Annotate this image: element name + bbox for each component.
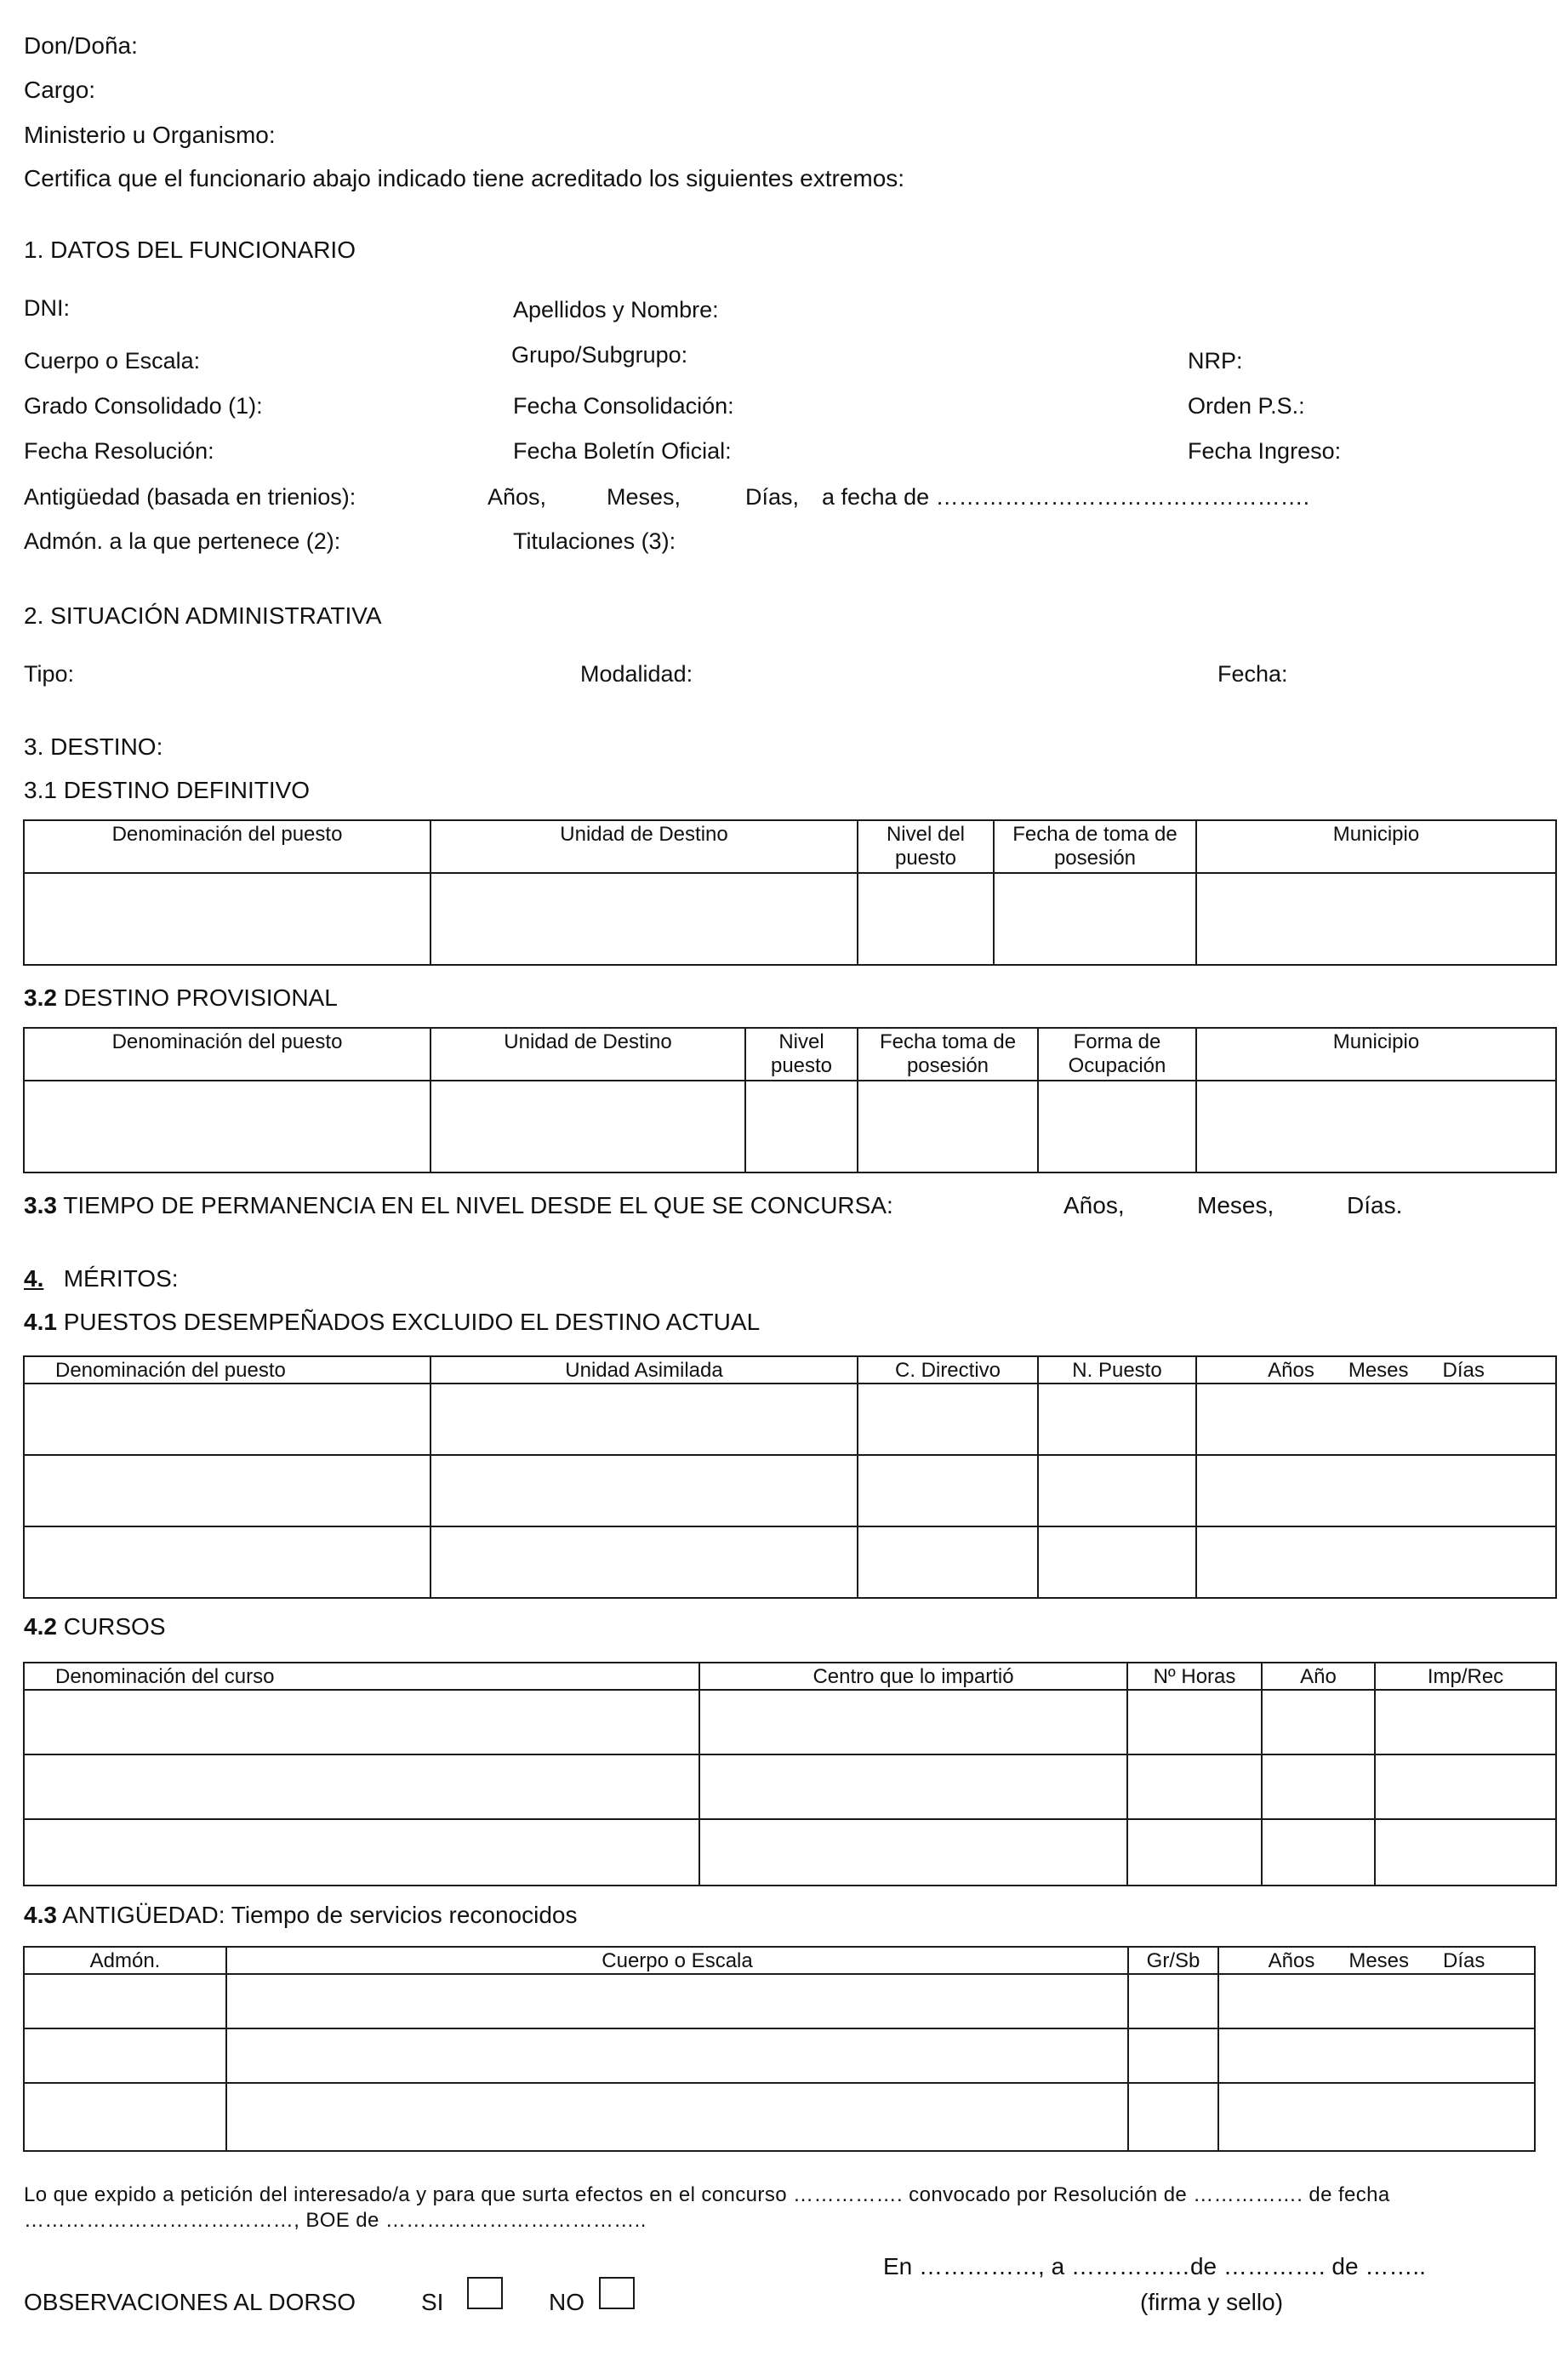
- observaciones-label: OBSERVACIONES AL DORSO: [24, 2289, 356, 2315]
- table-row: [24, 1974, 1535, 2028]
- col-n-puesto: N. Puesto: [1038, 1356, 1196, 1384]
- cell-input[interactable]: [24, 1455, 430, 1526]
- table-row: [24, 1455, 1556, 1526]
- titulaciones-label: Titulaciones (3):: [513, 528, 676, 554]
- cell-input[interactable]: [1196, 1384, 1556, 1455]
- table-header-row: [24, 1356, 1556, 1384]
- grupo-subgrupo-label: Grupo/Subgrupo:: [511, 342, 688, 368]
- cell-input[interactable]: [1038, 1081, 1196, 1172]
- section-4-1-title: 4.1 PUESTOS DESEMPEÑADOS EXCLUIDO EL DESTINO ACTUAL: [24, 1309, 761, 1335]
- col-denominacion-puesto: Denominación del puesto: [24, 820, 430, 873]
- cell-input[interactable]: [1128, 2083, 1218, 2151]
- cell-input[interactable]: [1127, 1819, 1262, 1886]
- cuerpo-escala-label: Cuerpo o Escala:: [24, 348, 201, 374]
- table-row: [24, 1754, 1556, 1819]
- cell-input[interactable]: [699, 1754, 1127, 1819]
- ministerio-label: Ministerio u Organismo:: [24, 122, 276, 148]
- si-checkbox[interactable]: [467, 2277, 503, 2309]
- section-3-1-title: 3.1 DESTINO DEFINITIVO: [24, 777, 311, 803]
- cell-input[interactable]: [858, 873, 994, 965]
- antiguedad-anos: Años,: [488, 484, 547, 510]
- modalidad-label: Modalidad:: [580, 661, 693, 687]
- col-n-horas: Nº Horas: [1127, 1663, 1262, 1690]
- expido-text-line-1: Lo que expido a petición del interesado/a y para que surta efectos en el concurso ……………. convocado por Resolución de ……………. de fecha: [24, 2183, 1390, 2206]
- col-imp-rec: Imp/Rec: [1375, 1663, 1556, 1690]
- col-cuerpo-escala: Cuerpo o Escala: [226, 1947, 1128, 1974]
- admon-pertenece-label: Admón. a la que pertenece (2):: [24, 528, 341, 554]
- cell-input[interactable]: [24, 1754, 699, 1819]
- antiguedad-table: [23, 1946, 1536, 2152]
- cell-input[interactable]: [1218, 2083, 1535, 2151]
- cell-input[interactable]: [994, 873, 1196, 965]
- a-fecha-de: a fecha de ………………………………………….: [822, 484, 1310, 510]
- fecha-ingreso-label: Fecha Ingreso:: [1188, 438, 1342, 464]
- cell-input[interactable]: [24, 2028, 226, 2083]
- col-fecha-toma-posesion: Fecha toma de posesión: [858, 1028, 1038, 1081]
- cell-input[interactable]: [1375, 1754, 1556, 1819]
- cell-input[interactable]: [24, 2083, 226, 2151]
- col-municipio: Municipio: [1196, 1028, 1556, 1081]
- col-unidad-destino: Unidad de Destino: [430, 1028, 745, 1081]
- cursos-table: [23, 1662, 1557, 1886]
- col-centro-impartio: Centro que lo impartió: [699, 1663, 1127, 1690]
- cell-input[interactable]: [430, 1526, 858, 1598]
- cell-input[interactable]: [699, 1819, 1127, 1886]
- destino-provisional-table: [23, 1027, 1557, 1173]
- apellidos-label: Apellidos y Nombre:: [513, 297, 719, 322]
- table-row: [24, 873, 1556, 965]
- cell-input[interactable]: [24, 873, 430, 965]
- antiguedad-dias: Días,: [745, 484, 800, 510]
- col-unidad-destino: Unidad de Destino: [430, 820, 858, 873]
- table-row: [24, 2083, 1535, 2151]
- fecha-resolucion-label: Fecha Resolución:: [24, 438, 214, 464]
- col-c-directivo: C. Directivo: [858, 1356, 1038, 1384]
- table-header-row: [24, 1663, 1556, 1690]
- cell-input[interactable]: [1128, 2028, 1218, 2083]
- expido-text-line-2: …………………………………, BOE de ………………………………..: [24, 2209, 647, 2232]
- don-dona-label: Don/Doña:: [24, 32, 138, 59]
- antiguedad-meses: Meses,: [607, 484, 681, 510]
- cell-input[interactable]: [226, 2028, 1128, 2083]
- cell-input[interactable]: [24, 1974, 226, 2028]
- section-4-title: 4. MÉRITOS:: [24, 1265, 179, 1292]
- cell-input[interactable]: [1196, 873, 1556, 965]
- cell-input[interactable]: [1038, 1455, 1196, 1526]
- dni-label: DNI:: [24, 295, 70, 321]
- table-row: [24, 1526, 1556, 1598]
- cell-input[interactable]: [858, 1526, 1038, 1598]
- cargo-label: Cargo:: [24, 77, 96, 103]
- destino-definitivo-table: [23, 819, 1557, 966]
- cell-input[interactable]: [430, 1455, 858, 1526]
- permanencia-meses: Meses,: [1197, 1192, 1274, 1218]
- fecha-consolidacion-label: Fecha Consolidación:: [513, 393, 734, 419]
- section-4-3-title: 4.3 ANTIGÜEDAD: Tiempo de servicios reconocidos: [24, 1902, 578, 1928]
- col-unidad-asimilada: Unidad Asimilada: [430, 1356, 858, 1384]
- section-4-2-title: 4.2 CURSOS: [24, 1613, 166, 1640]
- table-header-row: [24, 820, 1556, 873]
- certifica-text: Certifica que el funcionario abajo indicado tiene acreditado los siguientes extremos:: [24, 165, 905, 191]
- section-3-3-title: 3.3 TIEMPO DE PERMANENCIA EN EL NIVEL DESDE EL QUE SE CONCURSA:: [24, 1192, 893, 1218]
- permanencia-anos: Años,: [1063, 1192, 1125, 1218]
- fecha-situacion-label: Fecha:: [1217, 661, 1288, 687]
- cell-input[interactable]: [24, 1081, 430, 1172]
- cell-input[interactable]: [430, 1081, 745, 1172]
- table-row: [24, 1690, 1556, 1754]
- cell-input[interactable]: [1196, 1455, 1556, 1526]
- cell-input[interactable]: [1218, 2028, 1535, 2083]
- col-gr-sb: Gr/Sb: [1128, 1947, 1218, 1974]
- col-ano: Año: [1262, 1663, 1375, 1690]
- cell-input[interactable]: [1218, 1974, 1535, 2028]
- cell-input[interactable]: [745, 1081, 858, 1172]
- cell-input[interactable]: [24, 1819, 699, 1886]
- col-anos-meses-dias: Años Meses Días: [1196, 1356, 1556, 1384]
- cell-input[interactable]: [699, 1690, 1127, 1754]
- cell-input[interactable]: [858, 1081, 1038, 1172]
- cell-input[interactable]: [1038, 1384, 1196, 1455]
- col-anos-meses-dias: Años Meses Días: [1218, 1947, 1535, 1974]
- cell-input[interactable]: [1196, 1526, 1556, 1598]
- section-3-2-title: 3.2 DESTINO PROVISIONAL: [24, 984, 338, 1011]
- nrp-label: NRP:: [1188, 348, 1243, 374]
- cell-input[interactable]: [1262, 1819, 1375, 1886]
- fecha-boletin-label: Fecha Boletín Oficial:: [513, 438, 732, 464]
- table-row: [24, 1081, 1556, 1172]
- grado-consolidado-label: Grado Consolidado (1):: [24, 393, 263, 419]
- firma-sello-label: (firma y sello): [1140, 2289, 1284, 2315]
- permanencia-dias: Días.: [1347, 1192, 1403, 1218]
- section-1-title: 1. DATOS DEL FUNCIONARIO: [24, 237, 356, 263]
- no-checkbox[interactable]: [599, 2277, 635, 2309]
- orden-ps-label: Orden P.S.:: [1188, 393, 1305, 419]
- antiguedad-label: Antigüedad (basada en trienios):: [24, 484, 356, 510]
- col-denominacion-puesto: Denominación del puesto: [24, 1028, 430, 1081]
- col-fecha-toma-posesion: Fecha de toma de posesión: [994, 820, 1196, 873]
- col-forma-ocupacion: Forma de Ocupación: [1038, 1028, 1196, 1081]
- table-header-row: [24, 1947, 1535, 1974]
- table-row: [24, 1384, 1556, 1455]
- cell-input[interactable]: [858, 1384, 1038, 1455]
- tipo-label: Tipo:: [24, 661, 75, 687]
- table-header-row: [24, 1028, 1556, 1081]
- cell-input[interactable]: [1127, 1754, 1262, 1819]
- puestos-desempenados-table: [23, 1355, 1557, 1599]
- col-admon: Admón.: [24, 1947, 226, 1974]
- table-row: [24, 1819, 1556, 1886]
- lugar-fecha-line: En ……………, a ……………de …………. de ……..: [883, 2253, 1426, 2279]
- col-nivel-puesto: Nivel puesto: [745, 1028, 858, 1081]
- table-row: [24, 2028, 1535, 2083]
- cell-input[interactable]: [1375, 1690, 1556, 1754]
- cell-input[interactable]: [226, 1974, 1128, 2028]
- cell-input[interactable]: [1038, 1526, 1196, 1598]
- cell-input[interactable]: [1375, 1819, 1556, 1886]
- no-label: NO: [549, 2289, 584, 2315]
- cell-input[interactable]: [1262, 1754, 1375, 1819]
- col-nivel-puesto: Nivel del puesto: [858, 820, 994, 873]
- section-3-title: 3. DESTINO:: [24, 733, 163, 760]
- col-denominacion-puesto: Denominación del puesto: [24, 1356, 430, 1384]
- cell-input[interactable]: [226, 2083, 1128, 2151]
- cell-input[interactable]: [430, 1384, 858, 1455]
- cell-input[interactable]: [1262, 1690, 1375, 1754]
- col-municipio: Municipio: [1196, 820, 1556, 873]
- col-denominacion-curso: Denominación del curso: [24, 1663, 699, 1690]
- cell-input[interactable]: [1127, 1690, 1262, 1754]
- cell-input[interactable]: [430, 873, 858, 965]
- cell-input[interactable]: [1128, 1974, 1218, 2028]
- section-2-title: 2. SITUACIÓN ADMINISTRATIVA: [24, 602, 382, 629]
- cell-input[interactable]: [24, 1384, 430, 1455]
- cell-input[interactable]: [24, 1526, 430, 1598]
- si-label: SI: [421, 2289, 444, 2315]
- cell-input[interactable]: [1196, 1081, 1556, 1172]
- cell-input[interactable]: [858, 1455, 1038, 1526]
- cell-input[interactable]: [24, 1690, 699, 1754]
